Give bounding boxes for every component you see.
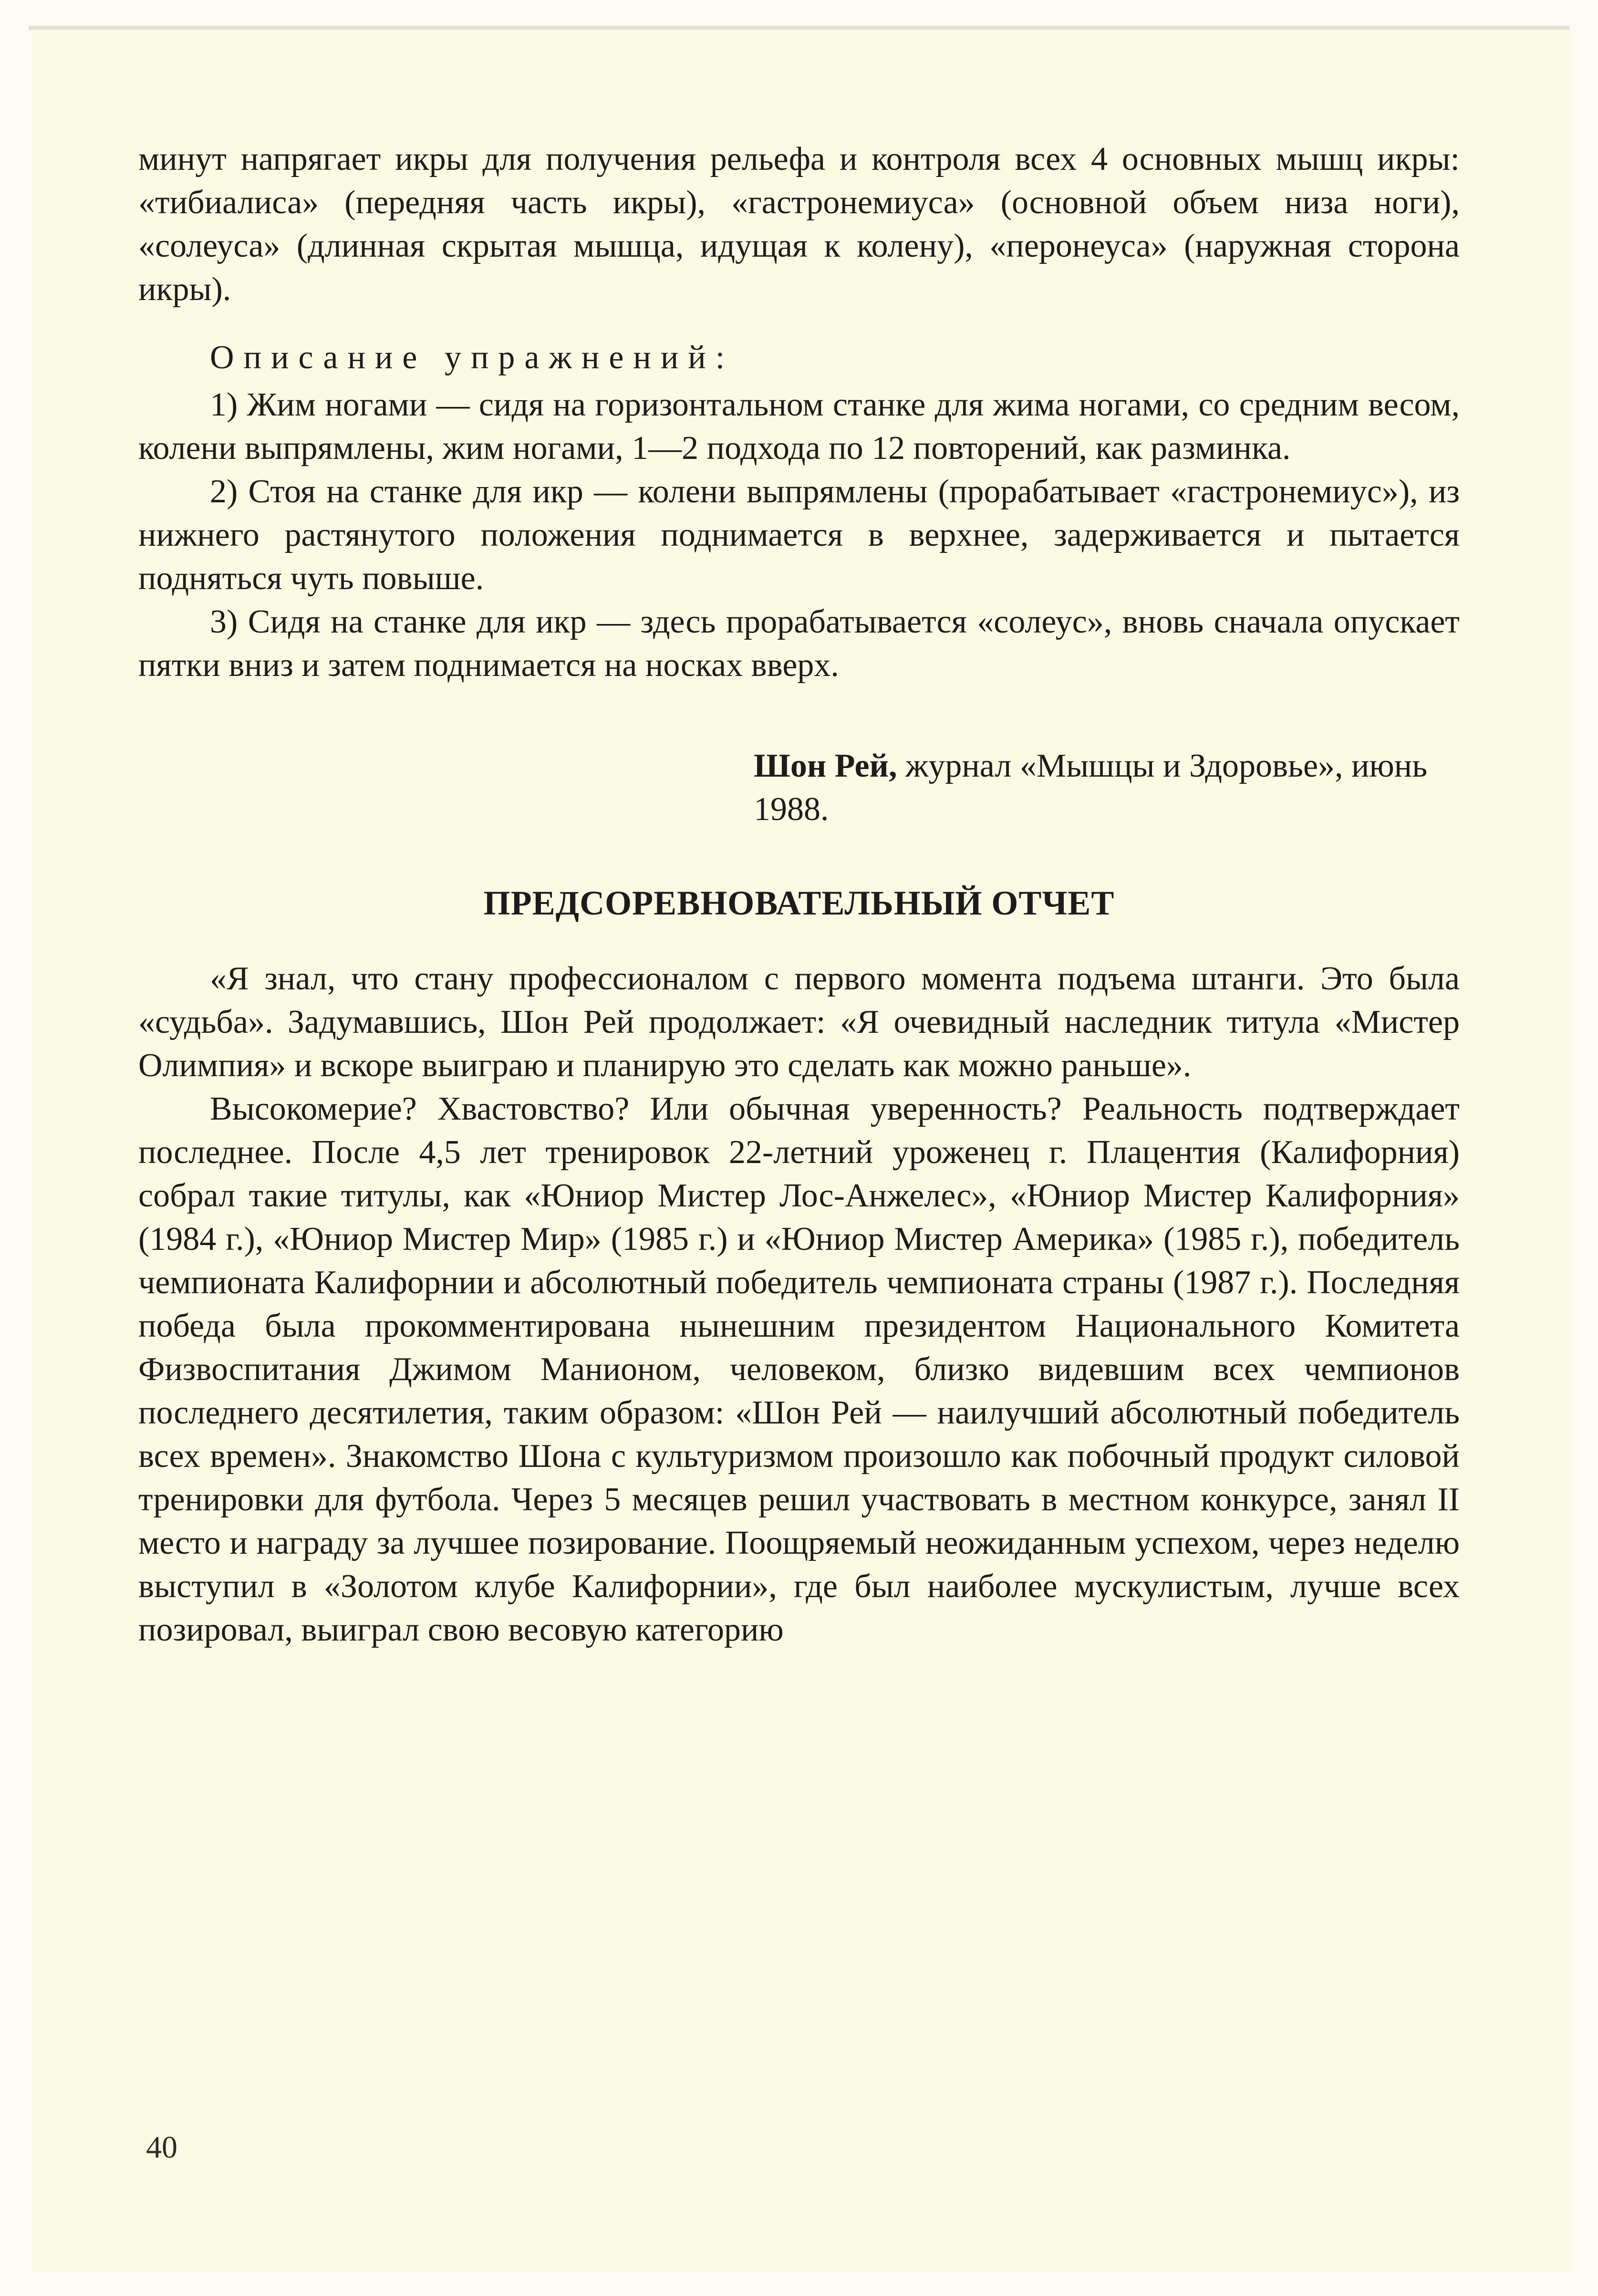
page-number: 40 (146, 2130, 177, 2165)
exercise-item: 3) Сидя на станке для икр — здесь прорабатывается «солеус», вновь сначала опускает пятки вниз и затем поднимается на носках вверх. (138, 603, 1460, 684)
intro-paragraph: минут напрягает икры для получения рельефа и контроля всех 4 основных мышц икры: «тибиалиса» (передняя часть икры), «гастронемиуса» (основной объем низа ноги), «солеуса» (длинная скрытая мышца, идущая к колену), «перонеуса» (наружная сторона икры). (138, 141, 1460, 308)
exercise-item: 2) Стоя на станке для икр — колени выпрямлены (прорабатывает «гастронемиус»), из нижнего растянутого положения поднимается в верхнее, задерживается и пытается подняться чуть повыше. (138, 473, 1460, 597)
signature-source: журнал «Мышцы и Здоровье», июнь 1988. (754, 748, 1428, 828)
page-content (138, 137, 1460, 1652)
signature-author: Шон Рей, (754, 748, 897, 784)
section-paragraph: Высокомерие? Хвастовство? Или обычная уверенность? Реальность подтверждает последнее. После 4,5 лет тренировок 22-летний уроженец г. Плацентия (Калифорния) собрал такие титулы, как «Юниор Мистер Лос-Анжелес», «Юниор Мистер Калифорния» (1984 г.), «Юниор Мистер Мир» (1985 г.) и «Юниор Мистер Америка» (1985 г.), победитель чемпионата Калифорнии и абсолютный победитель чемпионата страны (1987 г.). Последняя победа была прокомментирована нынешним президентом Национального Комитета Физвоспитания Джимом Манионом, человеком, близко видевшим всех чемпионов последнего десятилетия, таким образом: «Шон Рей — наилучший абсолютный победитель всех времен». Знакомство Шона с культуризмом произошло как побочный продукт силовой тренировки для футбола. Через 5 месяцев решил участвовать в местном конкурсе, занял II место и награду за лучшее позирование. Поощряемый неожиданным успехом, через неделю выступил в «Золотом клубе Калифорнии», где был наиболее мускулистым, лучше всех позировал, выиграл свою весовую категорию (138, 1091, 1460, 1648)
exercise-item: 1) Жим ногами — сидя на горизонтальном станке для жима ногами, со средним весом, колени выпрямлены, жим ногами, 1—2 подхода по 12 повторений, как разминка. (138, 386, 1460, 467)
section-paragraph: «Я знал, что стану профессионалом с первого момента подъема штанги. Это была «судьба». Задумавшись, Шон Рей продолжает: «Я очевидный наследник титула «Мистер Олимпия» и вскоре выиграю и планирую это сделать как можно раньше». (138, 960, 1460, 1084)
signature-block (754, 744, 1460, 831)
exercises-heading: Описание упражнений: (210, 339, 735, 376)
section-title: ПРЕДСОРЕВНОВАТЕЛЬНЫЙ ОТЧЕТ (483, 884, 1115, 922)
